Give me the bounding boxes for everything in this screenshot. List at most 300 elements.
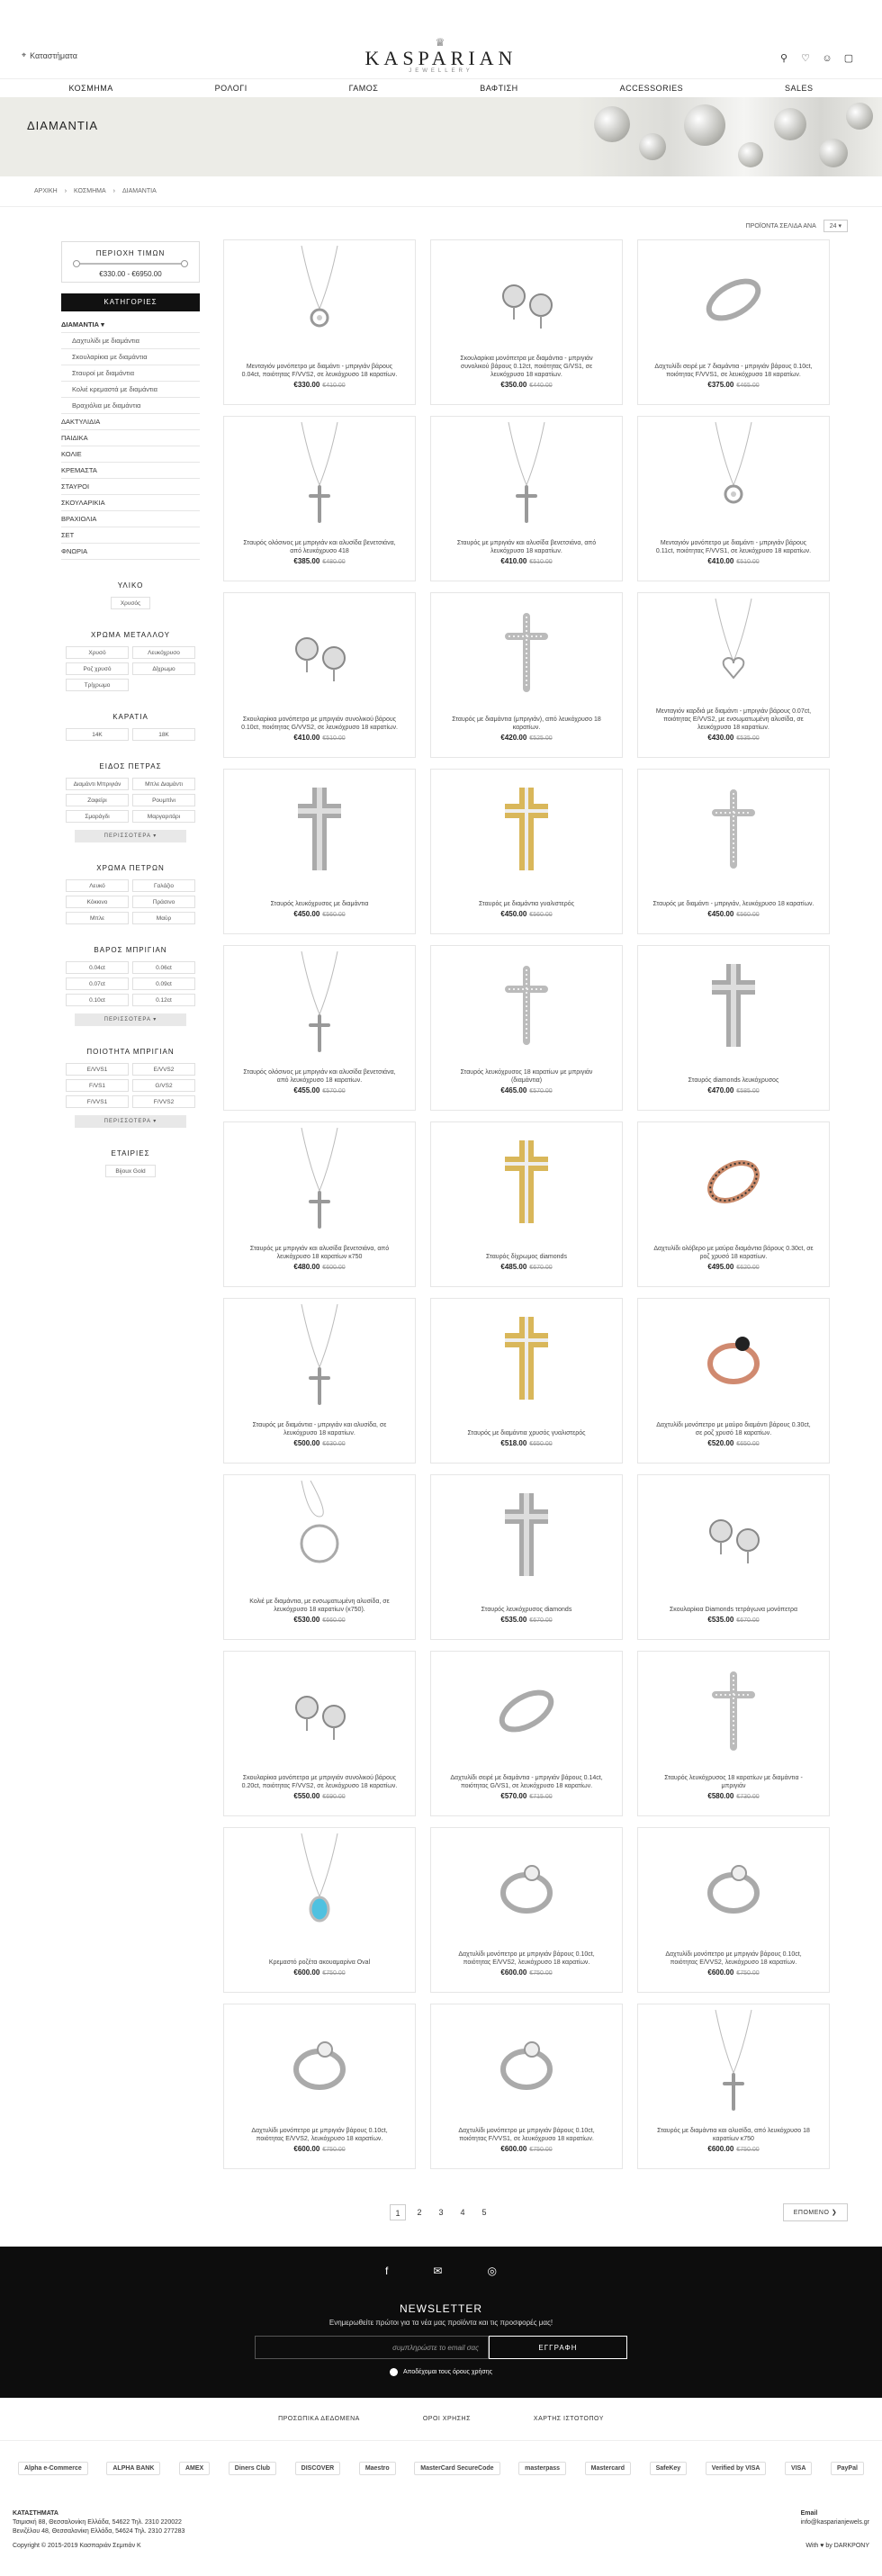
old-price: €750.00 <box>736 2147 760 2153</box>
category-item[interactable]: ΚΟΛΙΕ <box>61 446 200 463</box>
product-card[interactable] <box>223 1121 416 1287</box>
product-photo <box>688 599 778 707</box>
newsletter-email-input[interactable]: συμπληρώστε το email σας <box>255 2336 489 2359</box>
product-photo <box>274 1304 364 1412</box>
category-item[interactable]: ΒΡΑΧΙΟΛΙΑ <box>61 511 200 527</box>
chevron-right-icon: › <box>112 188 115 194</box>
sort-bar <box>223 214 848 238</box>
filter-option[interactable]: 0.12ct <box>132 994 195 1006</box>
product-price <box>644 557 824 565</box>
product-name[interactable]: Δαχτυλίδι σειρέ με 7 διαμάντια - μπριγιάν βάρους 0.10ct, ποιότητας F/VVS1, σε λευκόχρυσο 18 καρατίων. <box>654 364 813 378</box>
product-price <box>644 1263 824 1271</box>
product-card[interactable] <box>430 1298 623 1464</box>
payment-logo: Maestro <box>359 2462 396 2475</box>
payment-logo: Alpha e-Commerce <box>18 2462 88 2475</box>
old-price: €560.00 <box>529 912 553 918</box>
category-hero <box>0 97 882 176</box>
product-card[interactable] <box>430 1121 623 1287</box>
old-price: €670.00 <box>529 1265 553 1271</box>
product-price <box>230 1616 410 1624</box>
product-image[interactable] <box>644 1304 824 1412</box>
page-link[interactable]: 4 <box>460 2208 465 2217</box>
filter-option[interactable]: Μαργαριτάρι <box>132 810 195 823</box>
current-price: €410.00 <box>500 557 527 565</box>
product-card[interactable] <box>637 1827 830 1993</box>
product-image[interactable] <box>230 1657 410 1765</box>
product-name[interactable]: Σταυρός ολόσινος με μπριγιάν και αλυσίδα βενετσιάνα, από λευκόχρυσο 18 καρατίων. <box>243 1069 396 1084</box>
product-card[interactable] <box>637 2004 830 2169</box>
product-card[interactable] <box>637 1651 830 1816</box>
filter-option[interactable]: 0.09ct <box>132 977 195 990</box>
filter-option[interactable]: Πράσινο <box>132 896 195 908</box>
product-image[interactable] <box>644 1657 824 1765</box>
webdev-credit[interactable]: With ♥ by DARKPONY <box>806 2543 869 2549</box>
product-image[interactable] <box>644 246 824 354</box>
brand-subtitle: JEWELLERY <box>409 68 473 74</box>
filter-group <box>61 1048 200 1128</box>
product-image[interactable] <box>230 775 410 883</box>
product-name[interactable]: Σταυρός με μπριγιάν και αλυσίδα βενετσιάνα, από λευκόχρυσο 18 καρατίων. <box>456 540 597 554</box>
current-price: €465.00 <box>500 1086 527 1094</box>
search-icon[interactable]: ⚲ <box>779 53 788 64</box>
product-price <box>230 1792 410 1800</box>
breadcrumb-item: ΔΙΑΜΑΝΤΙΑ <box>122 188 157 194</box>
filter-option[interactable]: Δίχρωμο <box>132 662 195 675</box>
payment-logo: Verified by VISA <box>706 2462 767 2475</box>
product-name[interactable]: Μενταγιόν μονόπετρο με διαμάντι - μπριγιάν βάρους 0.04ct, ποιότητας F/VVS2, σε λευκόχρυσο 18 καρατίων. <box>241 364 398 378</box>
product-photo <box>274 246 364 354</box>
filter-option[interactable]: Μπλε <box>66 912 129 924</box>
product-card[interactable] <box>223 945 416 1111</box>
filter-group <box>61 581 200 609</box>
product-price <box>644 1086 824 1094</box>
main-nav <box>0 79 882 97</box>
slider-handle-max[interactable] <box>181 260 188 267</box>
product-card[interactable] <box>430 769 623 934</box>
product-image[interactable] <box>230 422 410 530</box>
product-photo <box>482 2010 572 2118</box>
old-price: €465.00 <box>736 383 760 389</box>
filter-more-button[interactable]: ΠΕΡΙΣΣΟΤΕΡΑ ▾ <box>75 1013 186 1026</box>
product-name[interactable]: Κρεμαστό ροζέτα ακουαμαρίνα Oval <box>268 1959 371 1966</box>
product-price <box>644 910 824 918</box>
category-item[interactable]: Σταυροί με διαμάντια <box>61 365 200 382</box>
product-photo <box>688 2010 778 2118</box>
product-card[interactable] <box>223 239 416 405</box>
instagram-icon[interactable]: ◎ <box>487 2265 497 2277</box>
product-image[interactable] <box>436 1657 616 1765</box>
product-name[interactable]: Σταυρός με διαμάντια - μπριγιάν και αλυσίδα, σε λευκόχρυσο 18 καρατίων. <box>252 1422 387 1437</box>
filter-option[interactable]: Ρουμπίνι <box>132 794 195 806</box>
payment-logo: MasterCard SecureCode <box>414 2462 500 2475</box>
product-name[interactable]: Σταυρός λευκόχρυσος με διαμάντια <box>270 901 369 907</box>
nav-item[interactable]: ΓΑΜΟΣ <box>348 84 379 93</box>
product-name[interactable]: Σταυρός με διαμάντια (μπριγιάν), από λευκόχρυσο 18 καρατίων. <box>452 716 601 731</box>
product-card[interactable] <box>637 592 830 758</box>
product-photo <box>274 422 364 530</box>
copyright: Copyright © 2015-2019 Κασπαριάν Σεμιτιάν Κ <box>13 2543 141 2549</box>
nav-item[interactable]: ΚΟΣΜΗΜΑ <box>68 84 113 93</box>
next-page-button[interactable]: ΕΠΟΜΕΝΟ ❯ <box>783 2203 848 2221</box>
category-item[interactable]: ΣΤΑΥΡΟΙ <box>61 479 200 495</box>
radio-icon[interactable] <box>390 2368 398 2376</box>
product-name[interactable]: Σκουλαρίκια Diamonds τετράγωνα μονόπετρα <box>669 1607 798 1613</box>
product-photo <box>482 951 572 1059</box>
filter-title: ΚΑΡΑΤΙΑ <box>112 713 148 721</box>
slider-handle-min[interactable] <box>73 260 80 267</box>
current-price: €385.00 <box>293 557 320 565</box>
nav-item[interactable]: ΒΑΦΤΙΣΗ <box>480 84 518 93</box>
stores-label: Καταστήματα <box>30 50 77 60</box>
product-photo <box>688 775 778 883</box>
filter-option[interactable]: Ζαφείρι <box>66 794 129 806</box>
category-item[interactable]: ΣΚΟΥΛΑΡΙΚΙΑ <box>61 495 200 511</box>
product-name[interactable]: Σκουλαρίκια μονόπετρα με μπριγιάν συνολικού βάρους 0.20ct, ποιότητας F/VVS2, σε λευκόχρυσο 18 καρατίων. <box>241 1775 398 1789</box>
product-name[interactable]: Σταυρός ολόσινος με μπριγιάν και αλυσίδα βενετσιάνα, από λευκόχρυσο 418 <box>243 540 396 554</box>
per-page-select[interactable]: 24 ▾ <box>824 220 848 232</box>
accept-terms[interactable] <box>0 2368 882 2376</box>
cart-icon[interactable]: ▢ <box>843 53 854 64</box>
social-links <box>0 2265 882 2277</box>
old-price: €585.00 <box>736 1088 760 1094</box>
price-slider[interactable] <box>73 263 188 265</box>
filter-more-button[interactable]: ΠΕΡΙΣΣΟΤΕΡΑ ▾ <box>75 1115 186 1128</box>
product-photo <box>274 1481 364 1589</box>
product-grid <box>223 239 848 2169</box>
product-card[interactable] <box>223 592 416 758</box>
product-photo <box>482 246 572 354</box>
pagination <box>0 2196 882 2229</box>
filter-option[interactable]: Χρυσό <box>66 646 129 659</box>
product-name[interactable]: Σταυρός λευκόχρυσος diamonds <box>481 1607 572 1613</box>
product-name[interactable]: Δαχτυλίδι μονόπετρο με μπριγιάν βάρους 0.10ct, ποιότητας E/VVS2, λευκόχρυσο 18 καρατίων. <box>665 1951 802 1966</box>
current-price: €600.00 <box>500 2145 527 2153</box>
product-card[interactable] <box>637 1298 830 1464</box>
page-link[interactable]: 2 <box>417 2208 422 2217</box>
old-price: €510.00 <box>322 735 346 742</box>
nav-item[interactable]: SALES <box>784 84 814 93</box>
product-price <box>230 1439 410 1447</box>
categories-title: ΚΑΤΗΓΟΡΙΕΣ <box>61 293 200 311</box>
category-item[interactable]: ΚΡΕΜΑΣΤΑ <box>61 463 200 479</box>
breadcrumb-item[interactable]: ΑΡΧΙΚΗ <box>34 188 58 194</box>
product-card[interactable] <box>223 2004 416 2169</box>
product-card[interactable] <box>430 2004 623 2169</box>
category-item[interactable]: Δαχτυλίδι με διαμάντια <box>61 333 200 349</box>
product-price <box>644 1968 824 1977</box>
category-item[interactable]: ΔΑΚΤΥΛΙΔΙΑ <box>61 414 200 430</box>
filter-option[interactable]: 0.06ct <box>132 961 195 974</box>
product-card[interactable] <box>637 769 830 934</box>
page-link[interactable]: 3 <box>438 2208 444 2217</box>
current-price: €535.00 <box>500 1616 527 1624</box>
filter-option[interactable]: Γαλάζιο <box>132 879 195 892</box>
filter-title: ΕΙΔΟΣ ΠΕΤΡΑΣ <box>99 762 162 770</box>
product-name[interactable]: Δαχτυλίδι μονόπετρο με μπριγιάν βάρους 0.10ct, ποιότητας E/VVS2, λευκόχρυσο 18 καρατίων. <box>251 2128 388 2142</box>
product-price <box>436 381 616 389</box>
header <box>0 0 882 79</box>
per-page-label: ΠΡΟΪΟΝΤΑ ΣΕΛΙΔΑ ΑΝΑ <box>745 222 816 230</box>
current-price: €580.00 <box>707 1792 734 1800</box>
filter-option[interactable]: E/VVS2 <box>132 1063 195 1076</box>
filter-option[interactable]: 18Κ <box>132 728 195 741</box>
product-price <box>644 1439 824 1447</box>
heart-icon[interactable]: ♡ <box>801 53 810 64</box>
brand-logo[interactable] <box>0 36 882 74</box>
product-name[interactable]: Δαχτυλίδι μονόπετρο με μαύρο διαμάντι βάρους 0.30ct, σε ροζ χρυσό 18 καρατίων. <box>656 1422 811 1437</box>
product-name[interactable]: Σταυρός δίχρωμος diamonds <box>486 1254 567 1260</box>
filter-title: ΧΡΩΜΑ ΠΕΤΡΩΝ <box>96 864 165 872</box>
category-list <box>61 317 200 560</box>
product-name[interactable]: Σταυρός με διαμάντια γυαλιστερός <box>478 901 575 907</box>
nav-item[interactable]: ΡΟΛΟΓΙ <box>214 84 248 93</box>
product-image[interactable] <box>230 1304 410 1412</box>
old-price: €670.00 <box>529 1617 553 1624</box>
product-card[interactable] <box>223 416 416 581</box>
product-image[interactable] <box>644 599 824 707</box>
filter-more-button[interactable]: ΠΕΡΙΣΣΟΤΕΡΑ ▾ <box>75 830 186 842</box>
product-name[interactable]: Σταυρός με διαμάντια χρυσός γυαλιστερός <box>467 1430 586 1437</box>
product-price <box>230 910 410 918</box>
footer-link[interactable]: ΧΑΡΤΗΣ ΙΣΤΟΤΟΠΟΥ <box>533 2416 604 2422</box>
product-card[interactable] <box>430 416 623 581</box>
mail-icon[interactable]: ✉ <box>433 2265 443 2277</box>
product-card[interactable] <box>637 1121 830 1287</box>
product-image[interactable] <box>644 1128 824 1236</box>
product-image[interactable] <box>436 1833 616 1941</box>
product-name[interactable]: Δαχτυλίδι μονόπετρο με μπριγιάν βάρους 0.10ct, ποιότητας F/VVS1, σε λευκόχρυσο 18 καρατίων. <box>458 2128 595 2142</box>
sidebar <box>61 214 200 2169</box>
breadcrumb-item[interactable]: ΚΟΣΜΗΜΑ <box>74 188 106 194</box>
product-card[interactable] <box>430 945 623 1111</box>
product-card[interactable] <box>430 1474 623 1640</box>
product-photo <box>274 1657 364 1765</box>
product-image[interactable] <box>230 246 410 354</box>
old-price: €650.00 <box>529 1441 553 1447</box>
subscribe-button[interactable]: ΕΓΓΡΑΦΗ <box>489 2336 627 2359</box>
product-price <box>230 1086 410 1094</box>
product-image[interactable] <box>230 951 410 1059</box>
product-card[interactable] <box>430 592 623 758</box>
filter-option[interactable]: Λευκό <box>66 879 129 892</box>
current-price: €450.00 <box>707 910 734 918</box>
filter-options <box>61 597 200 609</box>
product-image[interactable] <box>436 1304 616 1412</box>
product-price <box>436 1439 616 1447</box>
filter-title: ΧΡΩΜΑ ΜΕΤΑΛΛΟΥ <box>91 631 170 639</box>
current-price: €600.00 <box>500 1968 527 1977</box>
nav-item[interactable]: ACCESSORIES <box>619 84 684 93</box>
old-price: €715.00 <box>529 1794 553 1800</box>
current-price: €350.00 <box>500 381 527 389</box>
newsletter-section <box>0 2247 882 2398</box>
product-name[interactable]: Δαχτυλίδι σειρέ με διαμάντια - μπριγιάν βάρους 0.14ct, ποιότητας G/VS1, σε λευκόχρυσο 18 καρατίων. <box>450 1775 603 1789</box>
product-image[interactable] <box>230 1481 410 1589</box>
filter-options <box>61 879 200 924</box>
location-pin-icon: ⌖ <box>22 50 27 59</box>
current-price: €375.00 <box>707 381 734 389</box>
current-price: €410.00 <box>707 557 734 565</box>
current-price: €430.00 <box>707 734 734 742</box>
product-card[interactable] <box>223 1298 416 1464</box>
old-price: €510.00 <box>529 559 553 565</box>
category-item[interactable]: ΔΙΑΜΑΝΤΙΑ ▾ <box>61 317 200 333</box>
filters <box>61 581 200 1177</box>
product-photo <box>688 246 778 354</box>
product-image[interactable] <box>230 1128 410 1236</box>
filter-option[interactable]: F/VVS1 <box>66 1095 129 1108</box>
product-card[interactable] <box>637 945 830 1111</box>
product-image[interactable] <box>436 599 616 707</box>
page-link[interactable]: 5 <box>482 2208 487 2217</box>
user-icon[interactable]: ☺ <box>822 53 832 64</box>
filter-option[interactable]: Μπλε Διαμάντι <box>132 778 195 790</box>
product-price <box>436 1086 616 1094</box>
product-card[interactable] <box>223 1651 416 1816</box>
old-price: €570.00 <box>322 1088 346 1094</box>
category-item[interactable]: Σκουλαρίκια με διαμάντια <box>61 349 200 365</box>
product-name[interactable]: Σταυρός με διαμάντια και αλυσίδα, από λευκόχρυσο 18 καρατίων κ750 <box>657 2128 810 2142</box>
filter-option[interactable]: Τρίχρωμο <box>66 679 129 691</box>
product-card[interactable] <box>223 1474 416 1640</box>
old-price: €570.00 <box>529 1088 553 1094</box>
product-image[interactable] <box>436 2010 616 2118</box>
old-price: €750.00 <box>322 1970 346 1977</box>
product-image[interactable] <box>230 1833 410 1941</box>
product-image[interactable] <box>644 422 824 530</box>
filter-option[interactable]: Χρυσός <box>111 597 150 609</box>
product-image[interactable] <box>436 1481 616 1589</box>
product-photo <box>274 599 364 707</box>
product-image[interactable] <box>436 246 616 354</box>
filter-option[interactable]: G/VS2 <box>132 1079 195 1092</box>
current-price: €330.00 <box>293 381 320 389</box>
product-card[interactable] <box>430 1827 623 1993</box>
filter-group <box>61 762 200 842</box>
facebook-icon[interactable]: f <box>385 2265 389 2277</box>
newsletter-form <box>0 2336 882 2359</box>
footer-link[interactable]: ΟΡΟΙ ΧΡΗΣΗΣ <box>422 2416 471 2422</box>
page-link[interactable]: 1 <box>390 2204 406 2220</box>
category-item[interactable]: Κολιέ κρεμαστά με διαμάντια <box>61 382 200 398</box>
product-card[interactable] <box>637 416 830 581</box>
product-image[interactable] <box>644 951 824 1059</box>
filter-option[interactable]: F/VS1 <box>66 1079 129 1092</box>
email-info <box>801 2509 869 2527</box>
product-photo <box>274 951 364 1059</box>
product-name[interactable]: Μενταγιόν μονόπετρο με διαμάντι - μπριγιάν βάρους 0.11ct, ποιότητας F/VVS1, σε λευκόχρυσο 18 καρατίων. <box>655 540 812 554</box>
old-price: €560.00 <box>322 912 346 918</box>
payment-logo: VISA <box>785 2462 812 2475</box>
product-image[interactable] <box>644 775 824 883</box>
old-price: €660.00 <box>322 1617 346 1624</box>
filter-options <box>61 961 200 1026</box>
product-price <box>436 557 616 565</box>
product-card[interactable] <box>430 1651 623 1816</box>
product-name[interactable]: Δαχτυλίδι ολόβερο με μαύρα διαμάντια βάρους 0.30ct, σε ροζ χρυσό 18 καρατίων. <box>653 1246 814 1260</box>
product-name[interactable]: Σταυρός diamonds λευκόχρυσος <box>688 1077 779 1084</box>
accept-terms-label: Αποδέχομαι τους όρους χρήσης <box>402 2369 493 2375</box>
category-item[interactable]: ΦΝΩΡΙΑ <box>61 544 200 560</box>
filter-option[interactable]: Διαμάντι Μπριγιάν <box>66 778 129 790</box>
category-item[interactable]: ΠΑΙΔΙΚΑ <box>61 430 200 446</box>
product-name[interactable]: Κολιέ με διαμάντια, με ενσωματωμένη αλυσίδα, σε λευκόχρυσο 18 καρατίων (κ750). <box>249 1599 390 1613</box>
category-item[interactable]: Βραχιόλια με διαμάντια <box>61 398 200 414</box>
product-card[interactable] <box>430 239 623 405</box>
filter-option[interactable]: Bijoux Gold <box>105 1165 155 1177</box>
filter-option[interactable]: 0.04ct <box>66 961 129 974</box>
product-price <box>644 2145 824 2153</box>
product-price <box>644 1792 824 1800</box>
footer-bottom <box>0 2495 882 2576</box>
product-name[interactable]: Μενταγιόν καρδιά με διαμάντι - μπριγιάν βάρους 0.07ct, ποιότητας E/VVS2, με ενσωματωμένη αλυσίδα, σε λευκόχρυσο 18 καρατίων. <box>655 708 812 731</box>
current-price: €450.00 <box>293 910 320 918</box>
old-price: €750.00 <box>529 1970 553 1977</box>
product-image[interactable] <box>436 1128 616 1236</box>
product-image[interactable] <box>436 775 616 883</box>
filter-option[interactable]: F/VVS2 <box>132 1095 195 1108</box>
product-image[interactable] <box>436 951 616 1059</box>
email-link[interactable]: info@kasparianjewels.gr <box>800 2519 869 2526</box>
price-filter <box>61 241 200 283</box>
filter-option[interactable]: 0.10ct <box>66 994 129 1006</box>
filter-option[interactable]: Μαύρ <box>132 912 195 924</box>
category-item[interactable]: ΣΕΤ <box>61 527 200 544</box>
filter-option[interactable]: Λευκόχρυσο <box>132 646 195 659</box>
filter-option[interactable]: 14Κ <box>66 728 129 741</box>
main-area <box>0 214 882 2169</box>
current-price: €520.00 <box>707 1439 734 1447</box>
product-image[interactable] <box>436 422 616 530</box>
product-image[interactable] <box>644 2010 824 2118</box>
product-card[interactable] <box>637 1474 830 1640</box>
footer-link[interactable]: ΠΡΟΣΩΠΙΚΑ ΔΕΔΟΜΕΝΑ <box>278 2416 360 2422</box>
current-price: €495.00 <box>707 1263 734 1271</box>
product-image[interactable] <box>644 1833 824 1941</box>
filter-option[interactable]: Ροζ χρυσό <box>66 662 129 675</box>
filter-group <box>61 631 200 691</box>
product-name[interactable]: Σταυρός με μπριγιάν και αλυσίδα βενετσιάνα, από λευκόχρυσο 18 καρατίων κ750 <box>249 1246 390 1260</box>
filter-option[interactable]: 0.07ct <box>66 977 129 990</box>
product-price <box>436 1792 616 1800</box>
filter-option[interactable]: Κόκκινο <box>66 896 129 908</box>
product-card[interactable] <box>223 769 416 934</box>
product-card[interactable] <box>637 239 830 405</box>
filter-option[interactable]: E/VVS1 <box>66 1063 129 1076</box>
filter-group <box>61 864 200 924</box>
product-price <box>230 1968 410 1977</box>
product-name[interactable]: Σταυρός λευκόχρυσος 18 καρατίων με διαμάντια - μπριγιάν <box>664 1775 803 1789</box>
product-photo <box>688 1304 778 1412</box>
product-photo <box>688 951 778 1059</box>
newsletter-subtitle: Ενημερωθείτε πρώτοι για τα νέα μας προϊόντα και τις προσφορές μας! <box>328 2319 554 2327</box>
filter-option[interactable]: Σμαράγδι <box>66 810 129 823</box>
page-title: ΔΙΑΜΑΝΤΙΑ <box>27 119 99 132</box>
product-name[interactable]: Σταυρός λευκόχρυσος 18 καρατίων με μπριγιάν (διαμάντια) <box>460 1069 593 1084</box>
product-card[interactable] <box>223 1827 416 1993</box>
product-name[interactable]: Σκουλαρίκια μονόπετρα με διαμάντια - μπριγιάν συνολικού βάρους 0.12ct, ποιότητας G/VS1, σε λευκόχρυσο 18 καρατίων. <box>460 356 593 378</box>
product-image[interactable] <box>230 599 410 707</box>
old-price: €750.00 <box>736 1970 760 1977</box>
product-image[interactable] <box>230 2010 410 2118</box>
old-price: €535.00 <box>736 735 760 742</box>
old-price: €650.00 <box>736 1441 760 1447</box>
old-price: €750.00 <box>322 2147 346 2153</box>
product-name[interactable]: Δαχτυλίδι μονόπετρο με μπριγιάν βάρους 0.10ct, ποιότητας E/VVS2, λευκόχρυσο 18 καρατίων. <box>458 1951 595 1966</box>
product-name[interactable]: Σκουλαρίκια μονόπετρα με μπριγιάν συνολικού βάρους 0.10ct, ποιότητας G/VVS2, σε λευκόχρυσο 18 καρατίων. <box>241 716 398 731</box>
product-name[interactable]: Σταυρός με διαμάντι - μπριγιάν, λευκόχρυσο 18 καρατίων. <box>652 901 814 907</box>
product-image[interactable] <box>644 1481 824 1589</box>
